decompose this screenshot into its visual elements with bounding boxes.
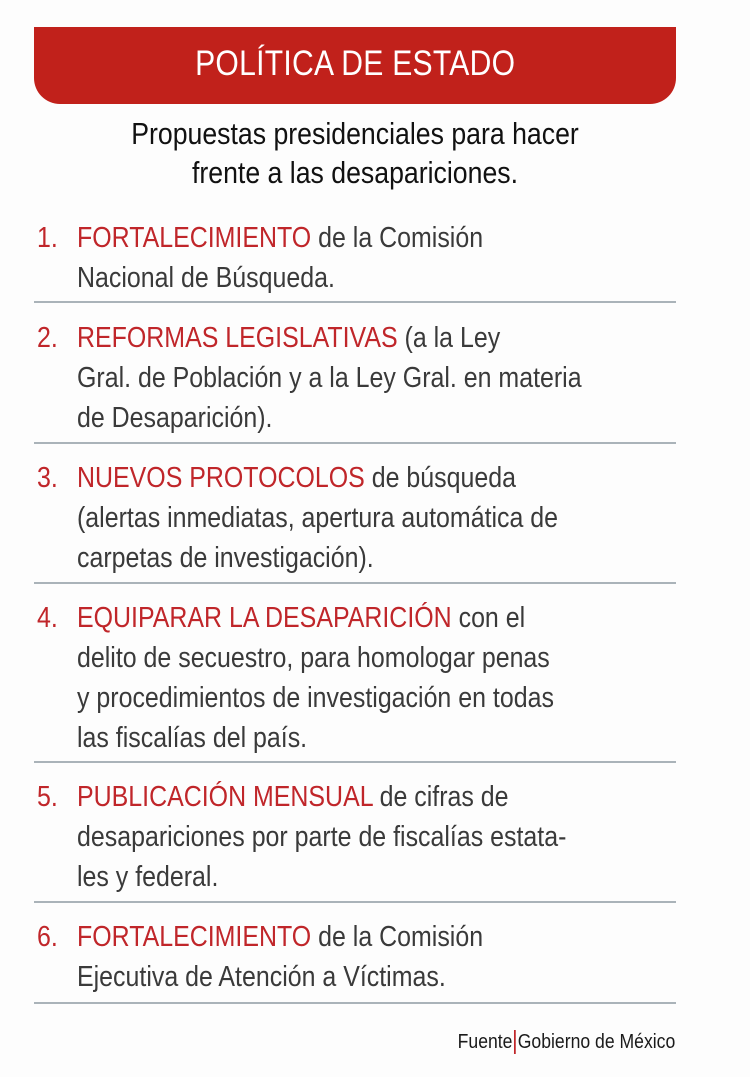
item-line: Ejecutiva de Atención a Víctimas. (77, 961, 446, 993)
item-number: 2. (37, 322, 58, 354)
item-text (77, 318, 679, 438)
item-text (77, 458, 679, 578)
item-highlight: REFORMAS LEGISLATIVAS (77, 322, 398, 354)
item-line: de búsqueda (364, 462, 516, 494)
source-separator (514, 1030, 516, 1054)
source-label: Fuente (457, 1030, 513, 1053)
item-highlight: PUBLICACIÓN MENSUAL (77, 781, 373, 813)
item-highlight: EQUIPARAR LA DESAPARICIÓN (77, 602, 452, 634)
item-line: Nacional de Búsqueda. (77, 262, 335, 294)
item-line: delito de secuestro, para homologar penas (77, 642, 550, 674)
item-line: les y federal. (77, 861, 219, 893)
item-text (77, 598, 679, 758)
item-line: Gral. de Población y a la Ley Gral. en materia (77, 362, 582, 394)
divider (34, 1002, 676, 1004)
item-number: 6. (37, 921, 58, 953)
item-line: carpetas de investigación). (77, 542, 374, 574)
item-line: de la Comisión (311, 222, 484, 254)
source-credit (457, 1030, 675, 1054)
item-line: (alertas inmediatas, apertura automática de (77, 502, 559, 534)
subtitle-line: frente a las desapariciones. (191, 155, 519, 190)
item-highlight: NUEVOS PROTOCOLOS (77, 462, 365, 494)
item-number: 1. (37, 222, 58, 254)
item-text (77, 777, 679, 897)
item-number: 5. (37, 781, 58, 813)
divider (34, 301, 676, 303)
subtitle (34, 114, 676, 192)
divider (34, 582, 676, 584)
item-number: 3. (37, 462, 58, 494)
item-text (77, 917, 679, 997)
source-value: Gobierno de México (517, 1030, 675, 1053)
item-line: de la Comisión (311, 921, 484, 953)
page-title: POLÍTICA DE ESTADO (194, 43, 516, 83)
item-line: las fiscalías del país. (77, 722, 308, 754)
item-line: con el (451, 602, 526, 634)
subtitle-line: Propuestas presidenciales para hacer (131, 116, 579, 151)
item-number: 4. (37, 602, 58, 634)
item-highlight: FORTALECIMIENTO (77, 921, 312, 953)
divider (34, 761, 676, 763)
item-line: y procedimientos de investigación en todas (77, 682, 554, 714)
divider (34, 442, 676, 444)
item-line: de cifras de (372, 781, 509, 813)
divider (34, 901, 676, 903)
item-line: de Desaparición). (77, 402, 273, 434)
header-banner (34, 27, 676, 104)
item-line: (a la Ley (397, 322, 501, 354)
item-highlight: FORTALECIMIENTO (77, 222, 312, 254)
item-text (77, 218, 679, 298)
item-line: desapariciones por parte de fiscalías estata- (77, 821, 567, 853)
